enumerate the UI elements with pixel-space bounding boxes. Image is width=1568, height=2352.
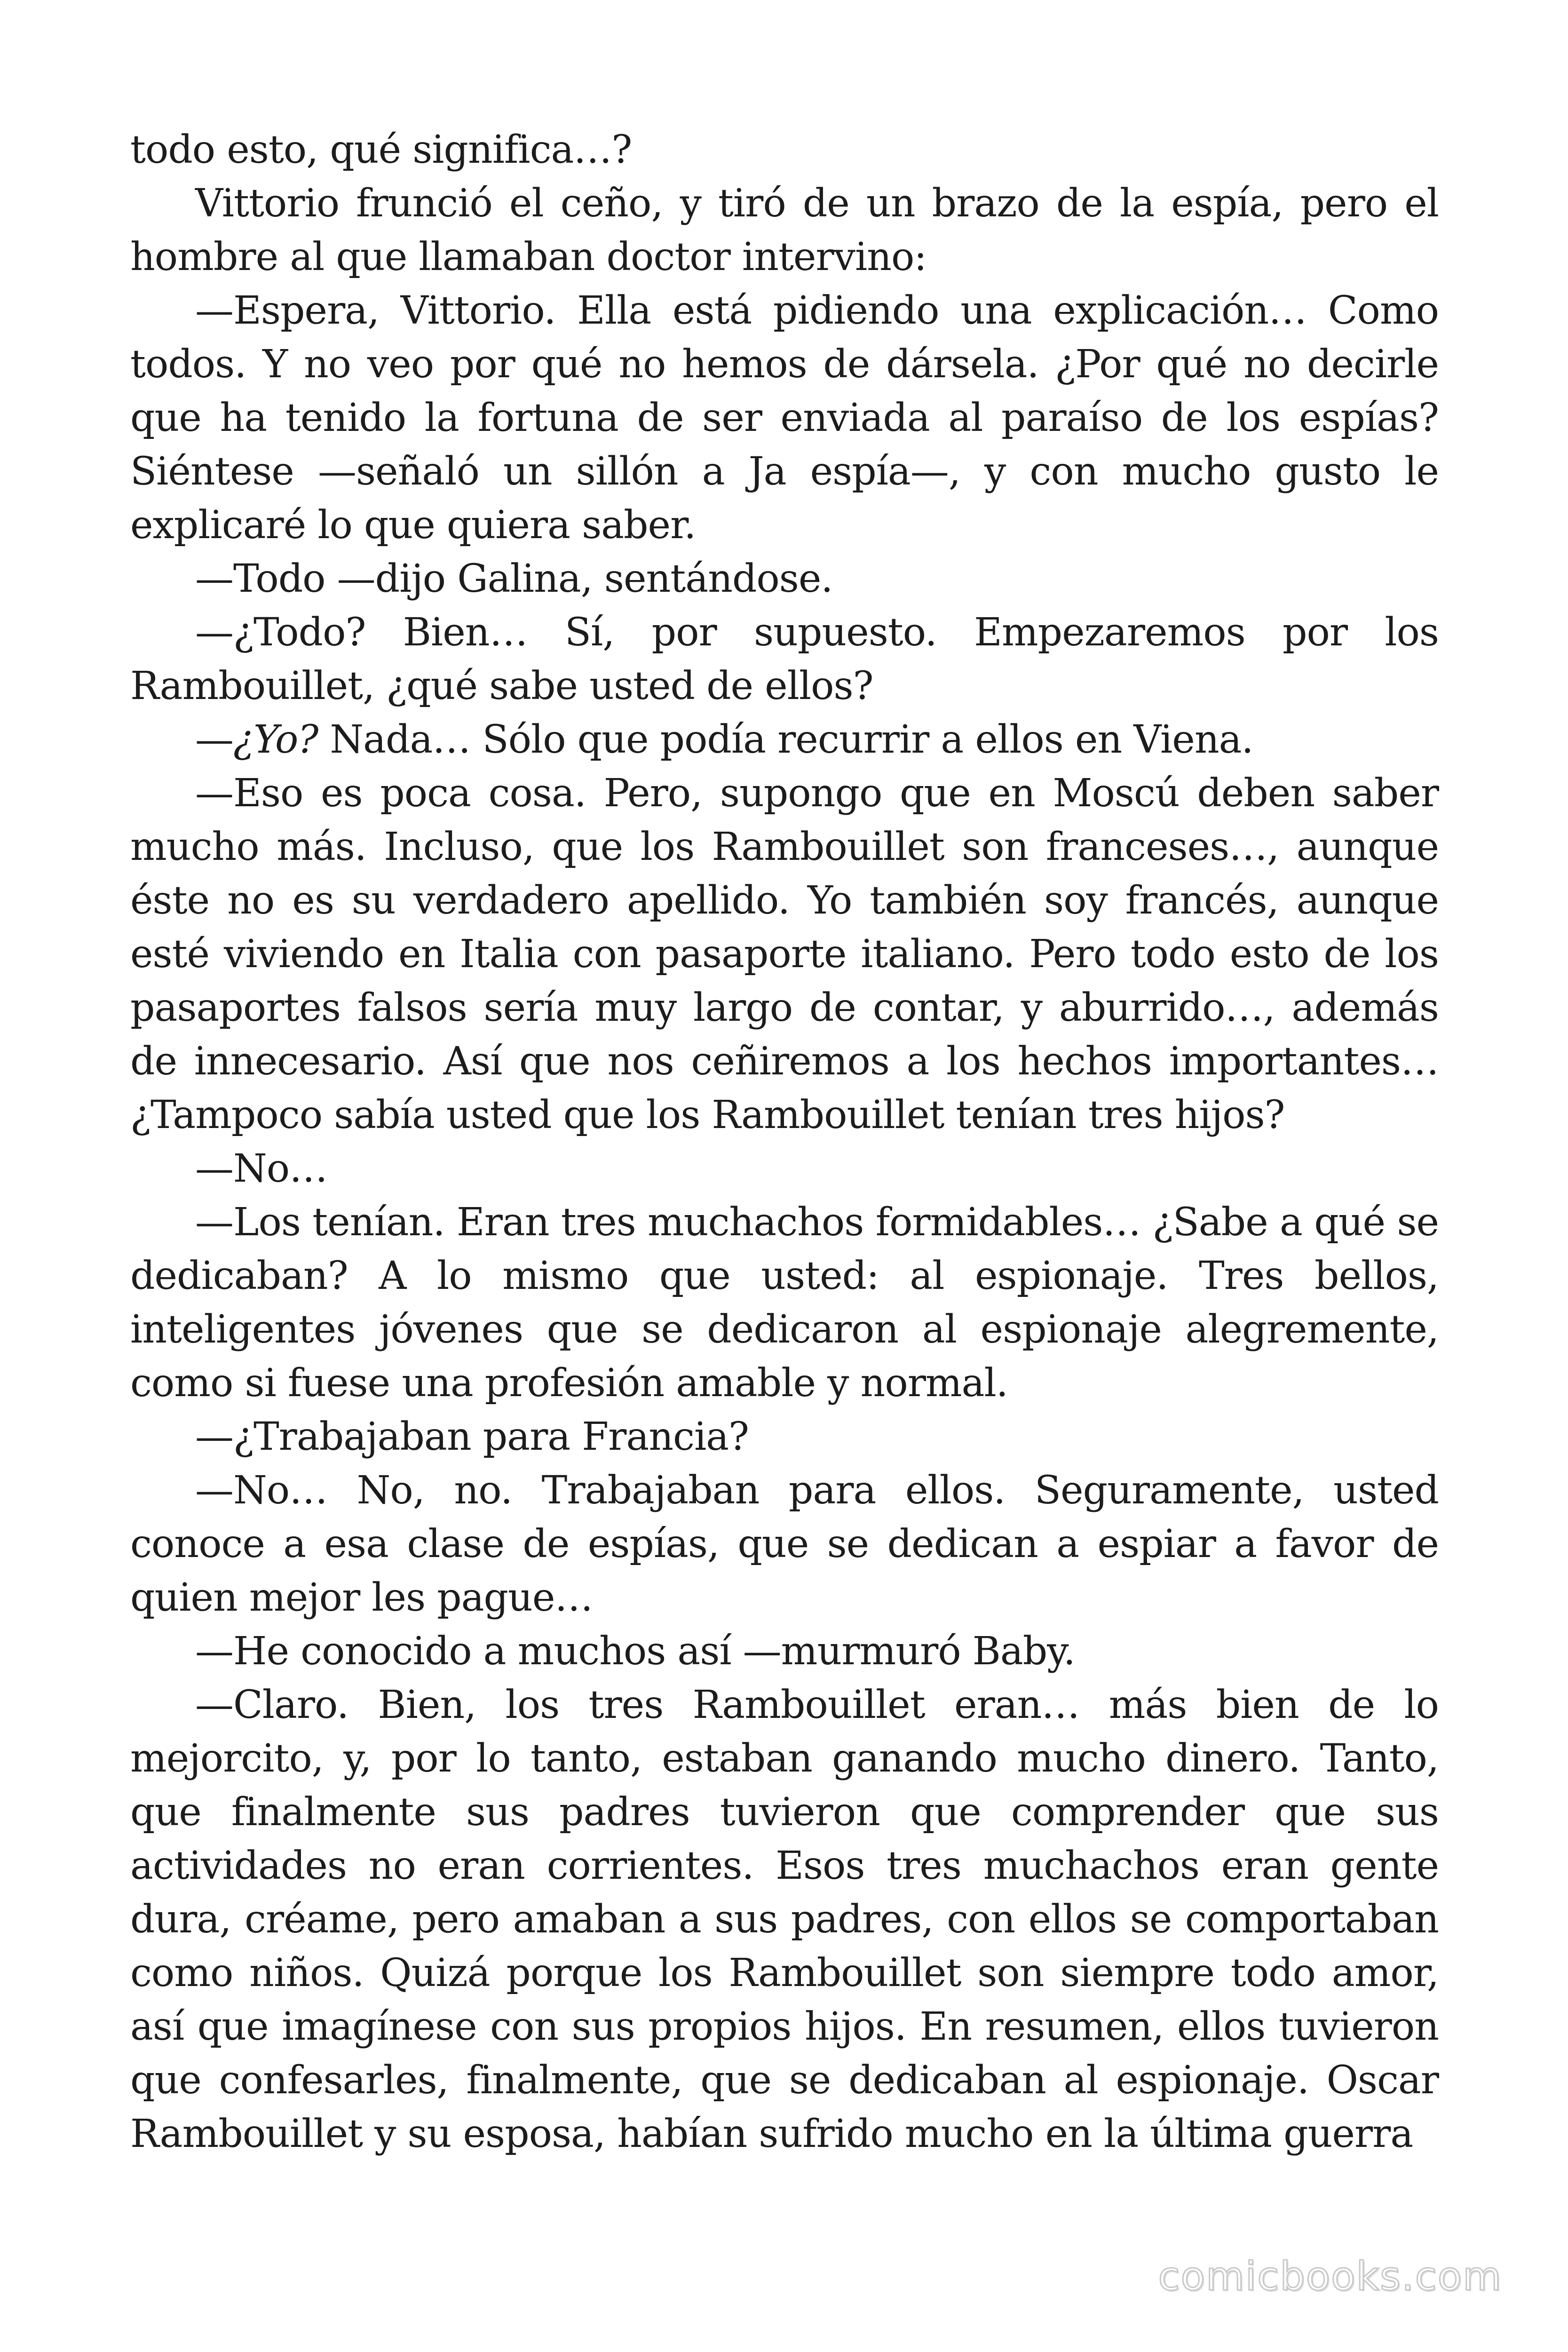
paragraph: —Los tenían. Eran tres muchachos formidables… ¿Sabe a qué se dedicaban? A lo mismo que usted: al espionaje. Tres bellos, inteligentes jóvenes que se dedicaron al espionaje alegremente, como si fuese una profesión amable y normal. — [130, 1200, 1439, 1406]
paragraph: —Claro. Bien, los tres Rambouillet eran… más bien de lo mejorcito, y, por lo tanto, estaban ganando mucho dinero. Tanto, que finalmente sus padres tuvieron que comprender que sus actividades no eran corrientes. Esos tres muchachos eran gente dura, créame, pero amaban a sus padres, con ellos se comportaban como niños. Quizá porque los Rambouillet son siempre todo amor, así que imagínese con sus propios hijos. En resumen, ellos tuvieron que confesarles, finalmente, que se dedicaban al espionaje. Oscar Rambouillet y su esposa, habían sufrido mucho en la última guerra — [130, 1683, 1439, 2156]
paragraph: —Eso es poca cosa. Pero, supongo que en Moscú deben saber mucho más. Incluso, que los Rambouillet son franceses…, aunque éste no es su verdadero apellido. Yo también soy francés, aunque esté viviendo en Italia con pasaporte italiano. Pero todo esto de los pasaportes falsos sería muy largo de contar, y aburrido…, además de innecesario. Así que nos ceñiremos a los hechos importantes… ¿Tampoco sabía usted que los Rambouillet tenían tres hijos? — [130, 771, 1439, 1137]
paragraph: —He conocido a muchos así —murmuró Baby. — [195, 1629, 1075, 1674]
book-page-text — [130, 123, 1439, 2161]
paragraph: —¿Trabajaban para Francia? — [195, 1414, 749, 1459]
emphasized-text: ¿Yo? — [233, 717, 318, 762]
paragraph-rest: Nada… Sólo que podía recurrir a ellos en Viena. — [318, 717, 1253, 762]
paragraph: —Todo —dijo Galina, sentándose. — [195, 556, 833, 601]
paragraph — [130, 713, 1439, 767]
paragraph: —Espera, Vittorio. Ella está pidiendo una explicación… Como todos. Y no veo por qué no hemos de dársela. ¿Por qué no decirle que ha tenido la fortuna de ser enviada al paraíso de los espías? Siéntese —señaló un sillón a Ja espía—, y con mucho gusto le explicaré lo que quiera saber. — [130, 288, 1439, 548]
paragraph: todo esto, qué significa…? — [130, 127, 632, 172]
paragraph: —No… — [195, 1146, 328, 1191]
paragraph: —¿Todo? Bien… Sí, por supuesto. Empezaremos por los Rambouillet, ¿qué sabe usted de ellos? — [130, 610, 1439, 708]
paragraph: Vittorio frunció el ceño, y tiró de un brazo de la espía, pero el hombre al que llamaban doctor intervino: — [130, 181, 1439, 279]
paragraph: —No… No, no. Trabajaban para ellos. Seguramente, usted conoce a esa clase de espías, que se dedican a espiar a favor de quien mejor les pague… — [130, 1468, 1439, 1620]
watermark-logo: comicbooks.com — [1158, 2253, 1502, 2299]
paragraph-lead: — — [195, 717, 233, 762]
